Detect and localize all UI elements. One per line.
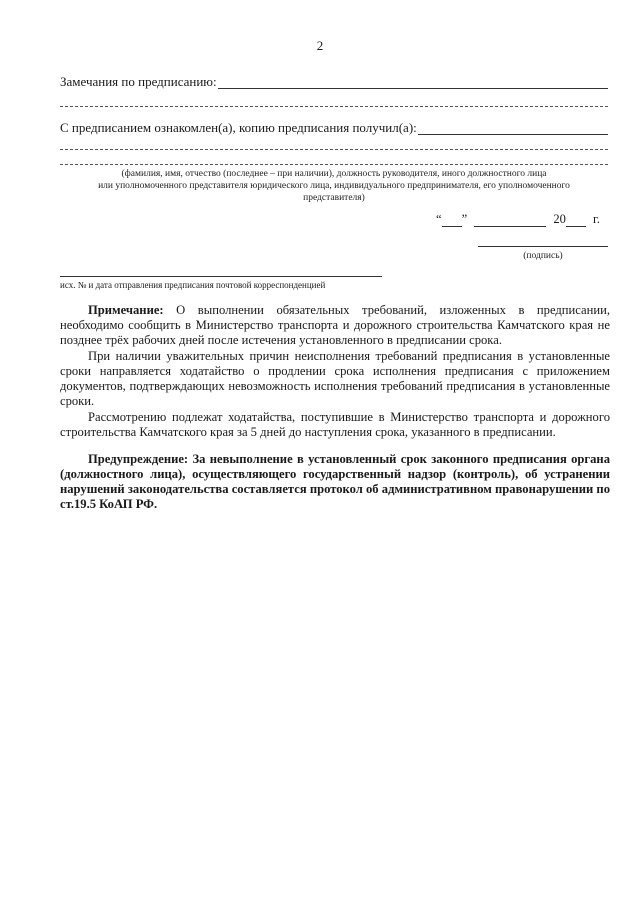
remarks-line-2 — [60, 106, 608, 107]
review-paragraph: Рассмотрению подлежат ходатайства, поступившие в Министерство транспорта и дорожного строительства Камчатского края за 5 дней до наступления срока, указанного в предписании. — [60, 410, 610, 439]
date-year-prefix: 20 — [553, 212, 566, 226]
acknowledgement-line-3 — [60, 164, 608, 165]
remarks-line-1 — [218, 88, 608, 89]
acknowledgement-line-1 — [418, 134, 608, 135]
note-text: О выполнении обязательных требований, изложенных в предписании, необходимо сообщить в Министерство транспорта и дорожного строительства Камчатского края не позднее трёх рабочих дней после истечения установленного в предписании срока. — [60, 303, 610, 347]
date-open-quote: “ — [436, 212, 442, 226]
remarks-label: Замечания по предписанию: — [60, 74, 217, 89]
signature-line — [478, 246, 608, 247]
signer-caption-line-3: представителя) — [303, 193, 365, 203]
mail-caption: исх. № и дата отправления предписания почтовой корреспонденцией — [60, 280, 326, 290]
note-label: Примечание: — [88, 303, 164, 317]
warning-paragraph — [60, 452, 610, 512]
signer-caption-line-1: (фамилия, имя, отчество (последнее – при наличии), должность руководителя, иного должностного лица — [121, 169, 547, 179]
note-paragraph — [60, 303, 610, 348]
extension-paragraph: При наличии уважительных причин неисполнения требований предписания в установленные сроки направляется ходатайство о продлении срока исполнения предписания с приложением документов, подтверждающих невозможность исполнения требований предписания в установленные сроки. — [60, 349, 610, 408]
date-line — [436, 212, 600, 227]
date-year-blank — [566, 214, 586, 227]
mail-line — [60, 276, 382, 277]
signature-caption: (подпись) — [523, 251, 563, 261]
date-month-blank — [474, 214, 546, 227]
warning-text: За невыполнение в установленный срок законного предписания органа (должностного лица), осуществляющего государственный надзор (контроль), об устранении нарушений законодательства составляется протокол об административном правонарушении по ст.19.5 КоАП РФ. — [60, 452, 610, 511]
acknowledgement-line-2 — [60, 149, 608, 150]
warning-label: Предупреждение: — [88, 452, 189, 466]
signer-caption-line-2: или уполномоченного представителя юридического лица, индивидуального предпринимателя, его уполномоченного — [98, 181, 570, 191]
signer-caption — [60, 168, 608, 204]
page-number: 2 — [316, 38, 324, 53]
acknowledgement-label: С предписанием ознакомлен(а), копию предписания получил(а): — [60, 120, 417, 135]
date-year-suffix: г. — [593, 212, 600, 226]
date-close-quote: ” — [461, 212, 468, 226]
date-day-blank — [442, 214, 462, 227]
